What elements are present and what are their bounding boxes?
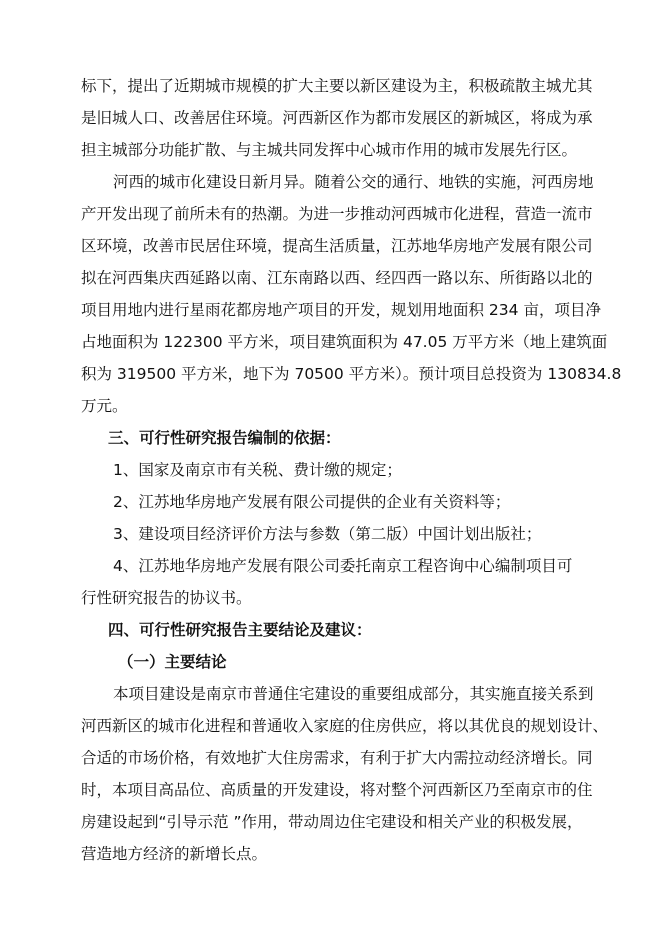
section-4-subheading: （一）主要结论 (118, 653, 227, 671)
paragraph-2-line-8: 万元。 (81, 397, 128, 415)
paragraph-2-line-6: 占地面积为 122300 平方米，项目建筑面积为 47.05 万平方米（地上建筑面 (81, 333, 608, 351)
paragraph-2-line-5: 项目用地内进行星雨花都房地产项目的开发，规划用地面积 234 亩，项目净 (81, 301, 601, 319)
section-4-heading: 四、可行性研究报告主要结论及建议： (108, 621, 372, 639)
section-4-line-4: 时，本项目高品位、高质量的开发建设，将对整个河西新区乃至南京市的住 (81, 781, 593, 799)
paragraph-2-line-2: 产开发出现了前所未有的热潮。为进一步推动河西城市化进程，营造一流市 (81, 205, 593, 223)
section-4-line-5: 房建设起到“引导示范 ”作用，带动周边住宅建设和相关产业的积极发展， (81, 813, 583, 831)
section-4-line-6: 营造地方经济的新增长点。 (81, 845, 268, 863)
section-3-item-4-continued: 行性研究报告的协议书。 (81, 589, 252, 607)
paragraph-1-line-3: 担主城部分功能扩散、与主城共同发挥中心城市作用的城市发展先行区。 (81, 141, 578, 159)
paragraph-1-line-2: 是旧城人口、改善居住环境。河西新区作为都市发展区的新城区，将成为承 (81, 109, 593, 127)
paragraph-2-line-4: 拟在河西集庆西延路以南、江东南路以西、经四西一路以东、所街路以北的 (81, 269, 593, 287)
paragraph-2-line-7: 积为 319500 平方米，地下为 70500 平方米）。预计项目总投资为 130834.8 (81, 365, 622, 383)
section-4-line-1: 本项目建设是南京市普通住宅建设的重要组成部分，其实施直接关系到 (113, 685, 594, 703)
section-3-heading: 三、可行性研究报告编制的依据： (108, 429, 341, 447)
section-4-line-3: 合适的市场价格，有效地扩大住房需求，有利于扩大内需拉动经济增长。同 (81, 749, 593, 767)
paragraph-2-line-3: 区环境，改善市民居住环境，提高生活质量，江苏地华房地产发展有限公司 (81, 237, 593, 255)
section-3-item-1: 1、国家及南京市有关税、费计缴的规定； (113, 461, 402, 479)
section-3-item-4: 4、江苏地华房地产发展有限公司委托南京工程咨询中心编制项目可 (113, 557, 573, 575)
paragraph-1-line-1: 标下，提出了近期城市规模的扩大主要以新区建设为主，积极疏散主城尤其 (81, 77, 593, 95)
paragraph-2-line-1: 河西的城市化建设日新月异。随着公交的通行、地铁的实施，河西房地 (113, 173, 594, 191)
section-3-item-2: 2、江苏地华房地产发展有限公司提供的企业有关资料等； (113, 493, 511, 511)
section-4-line-2: 河西新区的城市化进程和普通收入家庭的住房供应，将以其优良的规划设计、 (81, 717, 609, 735)
section-3-item-3: 3、建设项目经济评价方法与参数（第二版）中国计划出版社； (113, 525, 542, 543)
